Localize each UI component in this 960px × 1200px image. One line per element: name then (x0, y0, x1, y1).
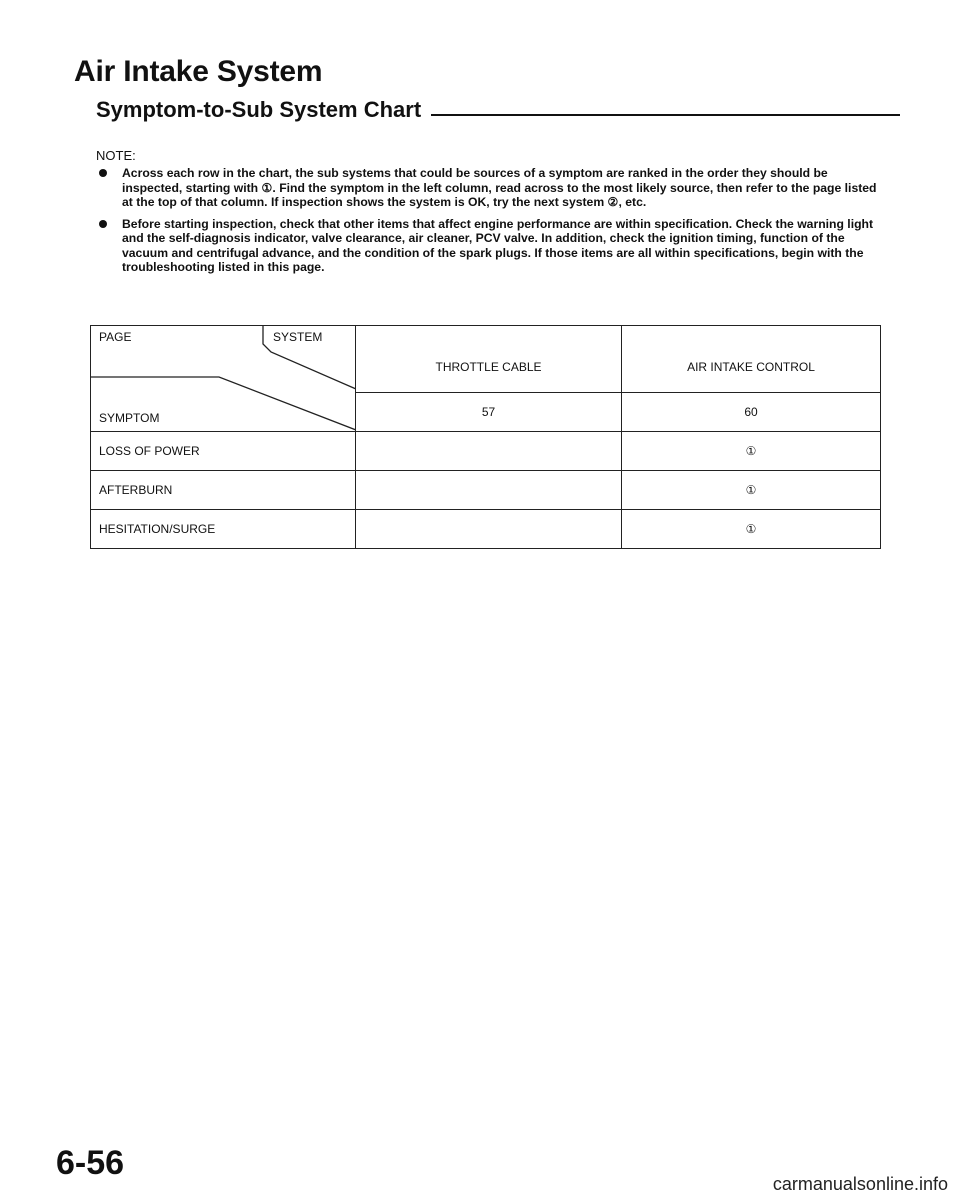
page-title: Air Intake System (74, 55, 323, 88)
note-label: NOTE: (96, 148, 136, 163)
bullet-dot-icon (99, 169, 107, 177)
note-bullet-text: Across each row in the chart, the sub systems that could be sources of a symptom are ranked in the order they should be inspected, starting with ①. Find the symptom in the left column, read across to the most likely source, then refer to the page listed at the top of that column. If inspection shows the system is OK, try the next system ②, etc. (122, 166, 877, 209)
page-number: 6-56 (56, 1144, 125, 1182)
footer-watermark: carmanualsonline.info (772, 1174, 948, 1194)
symptom-cell: HESITATION/SURGE (91, 510, 356, 549)
corner-cell (91, 326, 356, 432)
table-row (91, 510, 881, 549)
rank-cell (356, 432, 622, 471)
note-bullet (96, 217, 880, 275)
subtitle-rule (426, 114, 900, 116)
rank-cell: ① (622, 471, 881, 510)
symptom-chart (90, 325, 880, 575)
rank-cell: ① (622, 510, 881, 549)
rank-cell: ① (622, 432, 881, 471)
system-page-cell: 57 (356, 393, 622, 432)
system-name: THROTTLE CABLE (435, 360, 542, 374)
note-bullets (96, 166, 880, 282)
corner-symptom-label: SYMPTOM (99, 411, 160, 425)
table-row (91, 471, 881, 510)
corner-system-label: SYSTEM (273, 330, 323, 344)
system-page-cell: 60 (622, 393, 881, 432)
symptom-cell: LOSS OF POWER (91, 432, 356, 471)
note-bullet-text: Before starting inspection, check that other items that affect engine performance are within specification. Check the warning light and the self-diagnosis indicator, valve clearance, air cleaner, PCV valve. In addition, check the ignition timing, function of the vacuum and centrifugal advance, and the condition of the spark plugs. If those items are all within specifications, begin with the troubleshooting listed in this page. (122, 216, 874, 274)
bullet-dot-icon (99, 220, 107, 228)
subtitle-row (96, 97, 900, 127)
corner-page-label: PAGE (99, 330, 132, 344)
table-header-row (91, 326, 881, 393)
system-name-cell (622, 326, 881, 393)
symptom-cell: AFTERBURN (91, 471, 356, 510)
note-bullet (96, 166, 880, 210)
table-row (91, 432, 881, 471)
rank-cell (356, 510, 622, 549)
symptom-table (90, 325, 881, 549)
system-name: AIR INTAKE CONTROL (687, 360, 815, 374)
rank-cell (356, 471, 622, 510)
page-subtitle: Symptom-to-Sub System Chart (96, 97, 431, 123)
system-name-cell (356, 326, 622, 393)
